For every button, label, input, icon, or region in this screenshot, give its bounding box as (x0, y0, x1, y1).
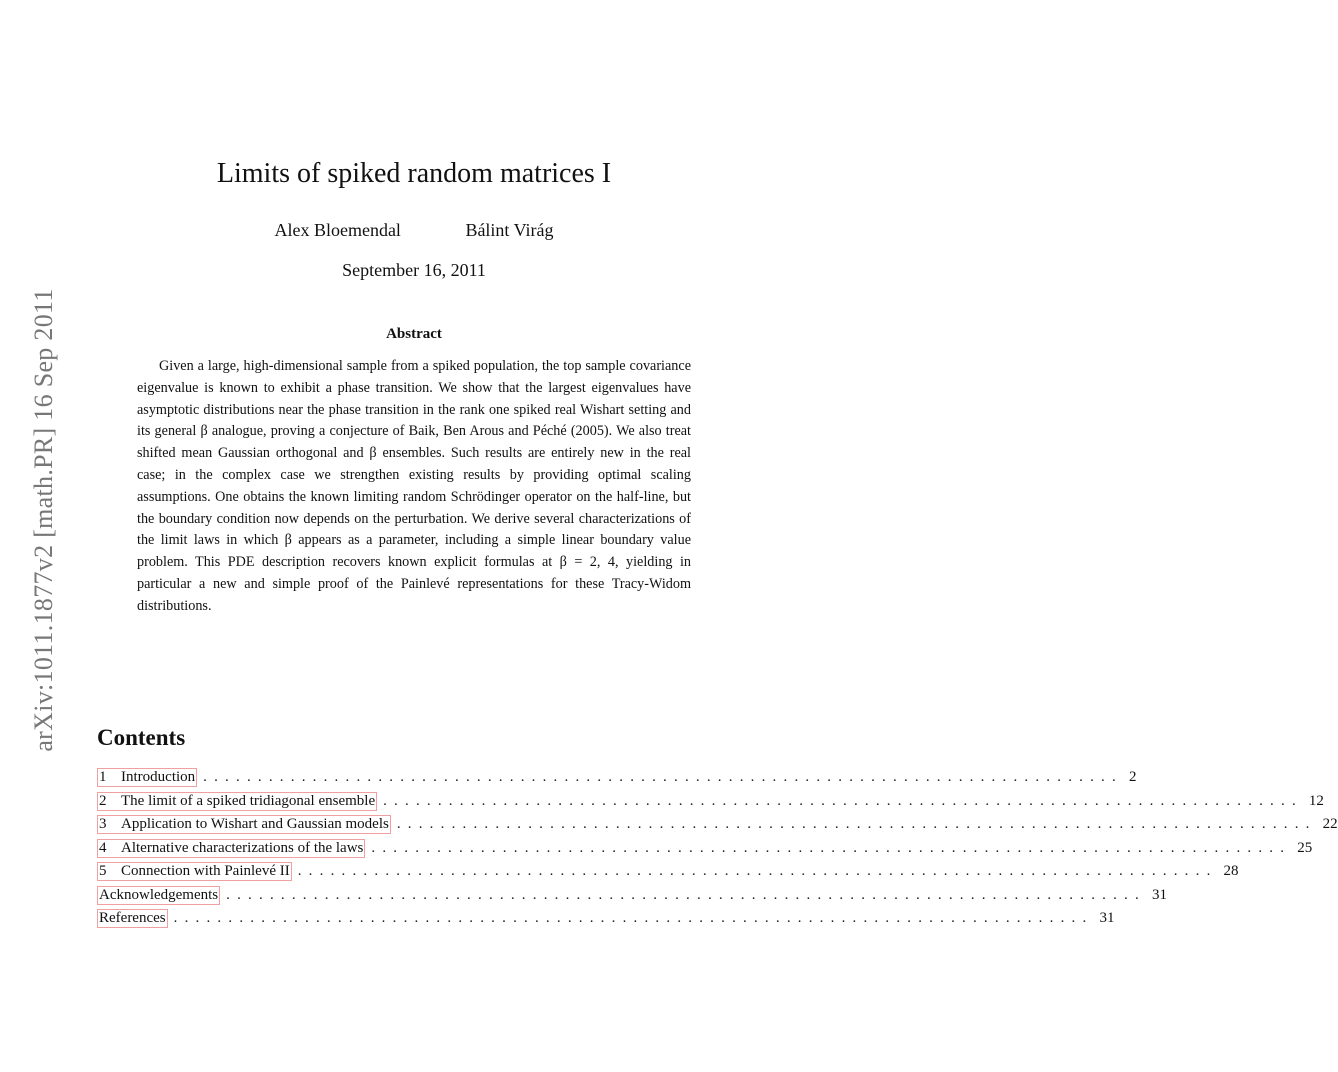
toc-entry-label: Connection with Painlevé II (121, 863, 290, 879)
toc-entry-label: Acknowledgements (99, 886, 219, 903)
toc-page-number: 2 (1128, 769, 1137, 785)
toc-entry-number: 1 (99, 769, 107, 785)
toc-entry (97, 768, 1137, 792)
toc-page-number: 31 (1151, 886, 1167, 903)
toc-entry (97, 792, 1324, 816)
toc-entry (97, 862, 1239, 886)
toc-entry-label: Application to Wishart and Gaussian models (121, 816, 389, 832)
toc-page-number: 25 (1297, 839, 1313, 856)
toc-page-number: 12 (1308, 792, 1324, 809)
toc-leader-dots: .................................................................................... (226, 886, 1146, 903)
abstract-text: Given a large, high-dimensional sample from a spiked population, the top sample covariance eigenvalue is known to exhibit a phase transition. We show that the largest eigenvalues have asymptotic distributions near the phase transition in the rank one spiked real Wishart setting and its general β analogue, proving a conjecture of Baik, Ben Arous and Péché (2005). We also treat shifted mean Gaussian orthogonal and β ensembles. Such results are entirely new in the real case; in the complex case we strengthen existing results by providing optimal scaling assumptions. One obtains the known limiting random Schrödinger operator on the half-line, but the boundary condition now depends on the perturbation. We derive several characterizations of the limit laws in which β appears as a parameter, including a simple linear boundary value problem. This PDE description recovers known explicit formulas at β = 2, 4, yielding in particular a new and simple proof of the Painlevé representations for these Tracy-Widom distributions. (137, 358, 691, 614)
author-name: Bálint Virág (465, 220, 554, 240)
paper-date: September 16, 2011 (342, 260, 486, 280)
toc-entry (97, 839, 1313, 863)
toc-entry-label: References (99, 910, 166, 926)
toc-link[interactable] (97, 768, 197, 787)
table-of-contents (97, 768, 1338, 933)
toc-entry-number: 5 (99, 863, 107, 879)
toc-link[interactable] (97, 815, 391, 834)
toc-entry-number: 3 (99, 816, 107, 832)
toc-link[interactable] (97, 839, 365, 858)
toc-entry-number: 4 (99, 839, 107, 856)
author-name: Alex Bloemendal (274, 220, 401, 240)
toc-link[interactable] (97, 862, 292, 881)
toc-page-number: 22 (1322, 816, 1338, 832)
toc-leader-dots: .................................................................................... (203, 769, 1123, 785)
toc-page-number: 28 (1223, 863, 1239, 879)
authors (0, 220, 828, 241)
toc-leader-dots: .................................................................................... (383, 792, 1303, 809)
contents-heading: Contents (97, 725, 186, 750)
toc-page-number: 31 (1099, 910, 1115, 926)
toc-entry-number: 2 (99, 792, 107, 809)
toc-leader-dots: .................................................................................... (396, 816, 1317, 832)
toc-entry-label: The limit of a spiked tridiagonal ensemble (121, 792, 376, 809)
toc-leader-dots: .................................................................................... (371, 839, 1292, 856)
toc-entry (97, 886, 1167, 910)
toc-leader-dots: .................................................................................... (297, 863, 1218, 879)
toc-entry-label: Introduction (121, 769, 196, 785)
toc-leader-dots: .................................................................................... (173, 910, 1094, 926)
toc-link[interactable] (97, 792, 377, 811)
arxiv-stamp: arXiv:1011.1877v2 [math.PR] 16 Sep 2011 (29, 288, 58, 752)
abstract-body (137, 356, 691, 618)
abstract-heading: Abstract (386, 326, 442, 342)
paper-title: Limits of spiked random matrices I (216, 158, 612, 189)
toc-link[interactable] (97, 909, 168, 928)
toc-entry (97, 815, 1338, 839)
toc-link[interactable] (97, 886, 220, 905)
toc-entry (97, 909, 1115, 933)
toc-entry-label: Alternative characterizations of the laws (121, 839, 364, 856)
